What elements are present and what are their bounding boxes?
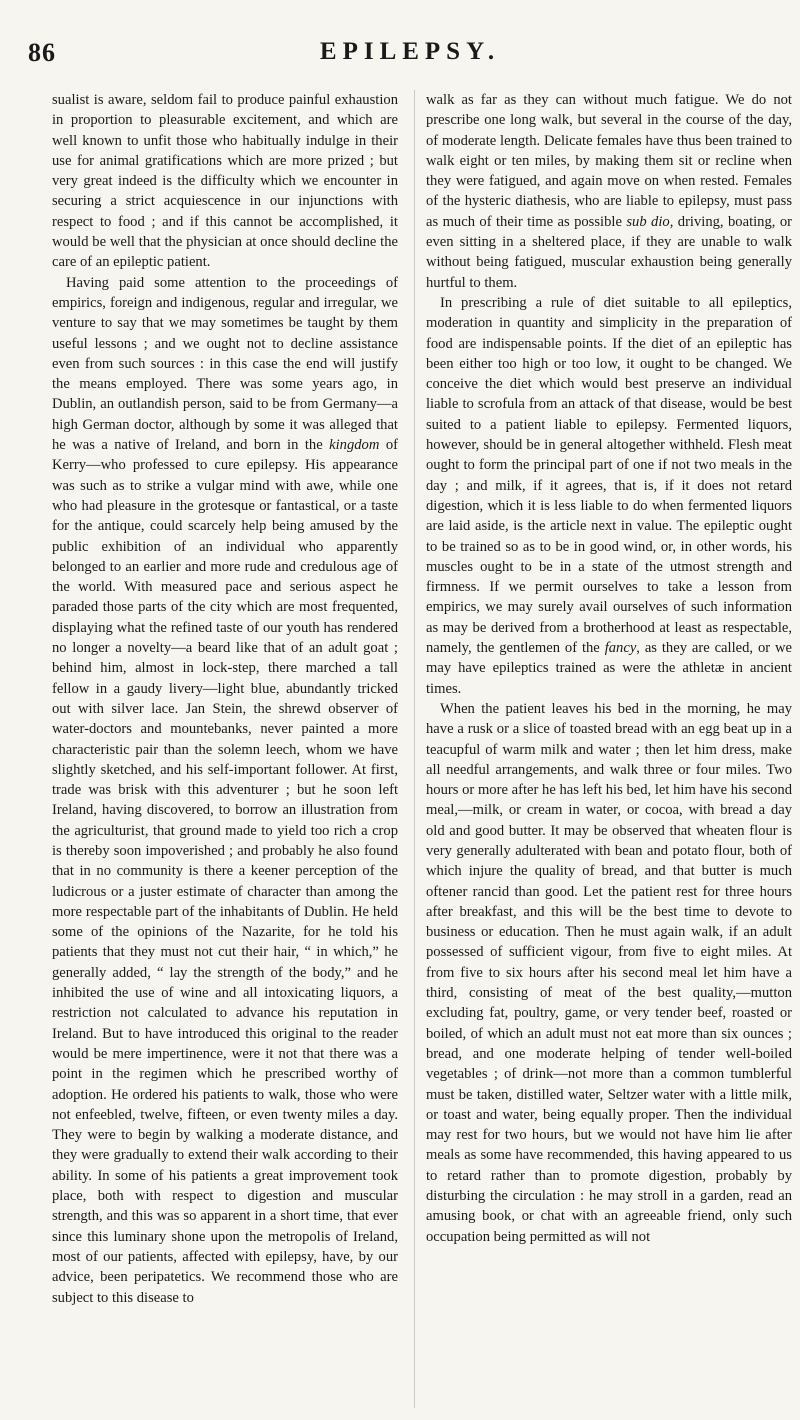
paragraph: sualist is aware, seldom fail to produce painful exhaustion in proportion to pleasurable excitement, and which are well known to unfit those who habitually indulge in their use for animal gratifications which are more prized ; but very great indeed is the difficulty which we encounter in securing a strict acquiescence in our injunctions with respect to food ; and if this cannot be accomplished, it would be well that the physician at once should decline the care of an epileptic patient.	[52, 92, 398, 271]
page-header	[0, 24, 800, 74]
column-divider	[414, 90, 415, 1408]
text-run: Having paid some attention to the proceedings of empirics, foreign and indigenous, regular and irregular, we venture to say that we may sometimes be taught by them useful lessons ; and we ought not to decline assistance even from such sources : in this case the end will justify the means employed. There was some years ago, in Dublin, an outlandish person, said to be from Germany—a high German doctor, although by some it was alleged that he was a native of Ireland, and born in the	[52, 274, 398, 454]
text-run: of Kerry—who professed to cure epilepsy. His appearance was such as to strike a vulgar mind with awe, while one who had pleasure in the grotesque or fantastical, or a taste for the antique, could scarcely help being amused by the public exhibition of an individual who apparently belonged to an earlier and more rude and credulous age of the world. With measured pace and serious aspect he paraded those parts of the city which are most frequented, displaying what the refined taste of our youth has rendered no longer a novelty—a beard like that of an adult goat ; behind him, almost in lock-step, there marched a tall fellow in a gaudy livery—light blue, abundantly tricked out with silver lace. Jan Stein, the shrewd observer of water-doctors and mountebanks, never painted a more characteristic pair than the solemn leech, whom we have slightly sketched, and his self-important follower. At first, trade was brisk with this adventurer ; but he soon left Ireland, having discovered, to borrow an illustration from the agriculturist, that ground made to yield too rich a crop is thereby soon impoverished ; and probably he also found that in no community is there a keener perception of the ludicrous or a juster estimate of character than among the more respectable part of the inhabitants of Dublin. He held some of the opinions of the Nazarite, for he told his patients that they must not cut their hair, “ in which,” he generally added, “ lay the strength of the body,” and he inhibited the use of wine and all intoxicating liquors, a restriction not calculated to advance his reputation in Ireland. But to have introduced this original to the reader would be mere impertinence, were it not that there was a point in the regimen which he prescribed worthy of adoption. He ordered his patients to walk, those who were not enfeebled, twelve, fifteen, or even twenty miles a day. They were to begin by walking a moderate distance, and they were gradually to extend their walk according to their ability. In some of his patients a great improvement took place, both with respect to digestion and muscular strength, and this was so apparent in a short time, that ever since this luminary shone upon the metropolis of Ireland, most of our patients, affected with epilepsy, have, by our advice, been peripatetics. We recommend those who are subject to this disease to	[52, 437, 398, 1306]
right-column	[426, 90, 792, 1408]
text-run: In prescribing a rule of diet suitable to all epileptics, moderation in quantity and simplicity in the preparation of food are indispensable points. If the diet of an epileptic has been either too high or too low, it ought to be changed. We conceive the diet which would best preserve an individual liable to scrofula from an attack of that disease, would be best suited to a patient liable to epilepsy. Fermented liquors, however, should be in general altogether withheld. Flesh meat ought to form the principal part of one if not two meals in the day ; and milk, if it agrees, that is, if it does not retard digestion, which it is less liable to do when fermented liquors are laid aside, is the article next in value. The epileptic ought to be trained so as to be in good wind, or, in other words, his muscles ought to be in a state of the utmost strength and firmness. If we permit ourselves to take a lesson from empirics, we may surely avail ourselves of such information as may be derived from a brotherhood at least as respectable, namely, the gentlemen of the	[426, 294, 792, 657]
paragraph	[426, 293, 792, 699]
paragraph	[52, 273, 398, 1308]
text-run: walk as far as they can without much fatigue. We do not prescribe one long walk, but several in the course of the day, of moderate length. Delicate females have thus been trained to walk eight or ten miles, by making them sit or recline when they were fatigued, and again move on when rested. Females of the hysteric diathesis, who are liable to epilepsy, must pass as much of their time as possible	[426, 92, 792, 230]
text-run: driving, boating, or even sitting in a sheltered place, if they are unable to walk without being fatigued, muscular exhaustion being generally hurtful to them.	[426, 213, 792, 291]
text-run: , as they are called, or we may have epileptics trained as were the athletæ in ancient times.	[426, 640, 792, 697]
italic-text: fancy	[604, 640, 637, 657]
paragraph: When the patient leaves his bed in the morning, he may have a rusk or a slice of toasted bread with an egg beat up in a teacupful of warm milk and water ; then let him dress, make all needful arrangements, and walk three or four miles. Two hours or more after he has left his bed, let him have his second meal,—milk, or cream in water, or cocoa, with bread a day old and good butter. It may be observed that wheaten flour is very generally adulterated with bean and potato flour, both of which injure the quality of bread, and that butter is much oftener rancid than good. Let the patient rest for three hours after breakfast, and this will be the best time to devote to business or education. Then he must again walk, if an adult possessed of sufficient vigour, from five to eight miles. At from five to six hours after his second meal let him have a third, consisting of meat of the best quality,—mutton excluding fat, poultry, game, or very tender beef, roasted or boiled, of which an adult must not eat more than six ounces ; bread, and one moderate helping of tender well-boiled vegetables ; of drink—not more than a common tumblerful must be taken, distilled water, Seltzer water with a little milk, or toast and water, being equally proper. Then the individual may rest for two hours, but we would not have him lie after meals as some have recommended, this having appeared to us to retard rather than to promote digestion, probably by disturbing the circulation : he may stroll in a garden, read an amusing book, or chat with an agreeable friend, only such occupation being permitted as will not	[426, 700, 792, 1245]
italic-text: kingdom	[329, 437, 380, 454]
left-column	[52, 90, 398, 1408]
running-head: EPILEPSY.	[319, 38, 501, 65]
page-number: 86	[28, 38, 56, 67]
text-columns	[52, 90, 792, 1408]
italic-text: sub dio,	[626, 213, 674, 230]
paragraph	[426, 90, 792, 293]
